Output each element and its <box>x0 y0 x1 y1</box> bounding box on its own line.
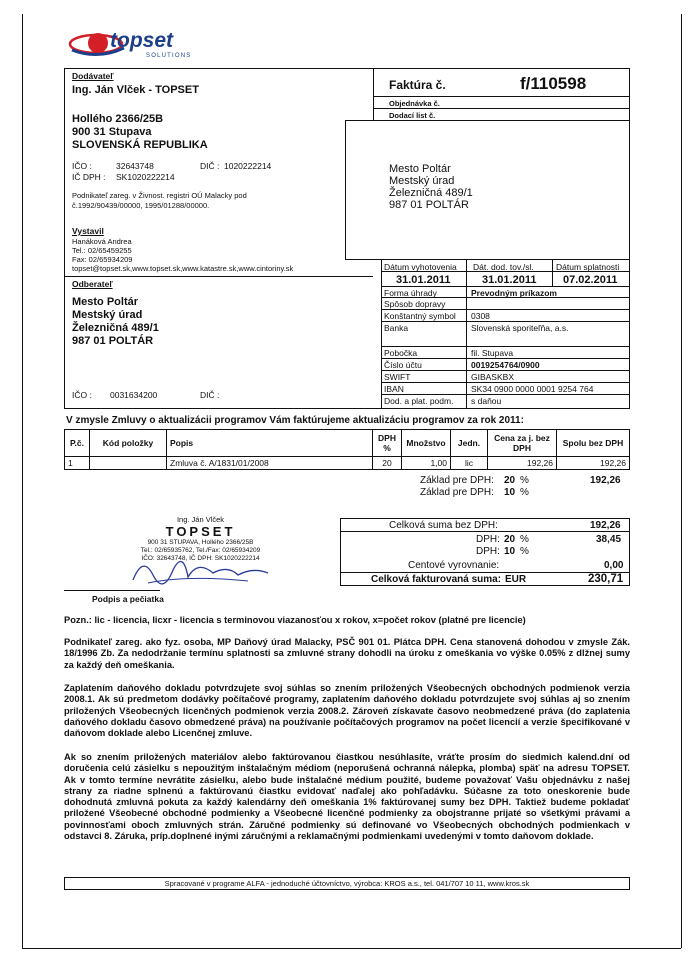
stamp-line-3: 900 31 STUPAVA, Hollého 2366/25B <box>147 539 254 546</box>
col-vat: DPH % <box>373 430 402 457</box>
swift-label: SWIFT <box>384 372 411 382</box>
col-pc: P.č. <box>65 430 90 457</box>
summary-vat10-pct: % <box>520 546 529 557</box>
row-total: 192,26 <box>557 457 630 470</box>
stamp-brand: TOPSET <box>165 524 236 539</box>
supplier-icdph: SK1020222214 <box>116 172 175 182</box>
iban-code: SK34 0900 0000 0001 9254 764 <box>471 384 594 394</box>
account-line <box>381 370 630 371</box>
branch-line <box>381 358 630 359</box>
due-date-label: Dátum splatnosti <box>556 262 620 272</box>
col-price: Cena za j. bez DPH <box>488 430 557 457</box>
vat-base-20-pct: % <box>520 475 529 486</box>
supplier-registry-2: č.1992/90439/00000, 1995/01288/00000. <box>72 201 210 210</box>
note-registration: Podnikateľ zareg. ako fyz. osoba, MP Daňový úrad Malacky, PSČ 901 01. Plátca DPH. Cena stanovená dohodou v zmysle Zák. 18/1996 Zb. Za nedodržanie termínu splatnosti sa zmluvné strany dohodli na úroku z omeškania vo výške 0.05% z dlžnej sumy za každý deň omeškania. <box>64 637 630 670</box>
bank-name: Slovenská sporiteľňa, a.s. <box>471 323 569 333</box>
issuer-divider <box>64 276 373 277</box>
bank-line <box>381 346 630 347</box>
customer-name: Mesto Poltár <box>72 296 139 308</box>
row-pc: 1 <box>65 457 90 470</box>
logo-brand: topset <box>110 29 173 52</box>
grid-left-line <box>381 260 382 409</box>
issuer-web: topset@topset.sk,www.topset.sk,www.katastre.sk,www.cintoriny.sk <box>72 264 294 273</box>
customer-line-2: Mestský úrad <box>72 309 143 321</box>
issuer-name: Hanáková Andrea <box>72 237 132 246</box>
note-conditions: Zaplatením daňového dokladu potvrdzujete svoj súhlas so znením priložených Všeobecných obchodných podmienok verzia 2008.1. Ak sú predmetom dodávky počítačové programy, zaplatením daňového dokladu potvrdzujete svoj súhlas aj so znením priložených Všeobecných licenčných podmienok verzia 2008.2. Zároveň získavate časovo neobmedzené práva (do zaplatenia daňového dokladu časovo obmedzené práva) na používanie počítačových programov na počet licencií a verzie špecifikované v daňovom doklade alebo Licenčnej zmluve. <box>64 683 630 739</box>
signature-caption: Podpis a pečiatka <box>92 594 164 604</box>
summary-net-label: Celková suma bez DPH: <box>389 520 498 531</box>
constant-symbol: 0308 <box>471 311 490 321</box>
customer-label: Odberateľ <box>72 279 113 289</box>
vat-base-10-pct: % <box>520 487 529 498</box>
customer-dic-label: DIČ : <box>200 390 220 400</box>
supplier-country: SLOVENSKÁ REPUBLIKA <box>72 139 208 151</box>
stamp-line-4: Tel.: 02/65935762, Tel./Fax: 02/65934209 <box>140 547 261 554</box>
issuer-label: Vystavil <box>72 226 104 236</box>
col-unit: Jedn. <box>451 430 488 457</box>
supplier-street: Hollého 2366/25B <box>72 113 164 125</box>
summary-vat20-label: DPH: <box>476 534 500 545</box>
vat-base-20-amount: 192,26 <box>590 475 621 486</box>
page-border-right <box>681 14 682 948</box>
page-border-left <box>22 14 23 948</box>
customer-line-4: 987 01 POLTÁR <box>72 335 154 347</box>
table-row <box>65 457 630 470</box>
topset-logo <box>68 26 198 66</box>
date-value-line <box>381 286 630 287</box>
col-qty: Množstvo <box>402 430 451 457</box>
supplier-name: Ing. Ján Vlček - TOPSET <box>72 84 199 96</box>
divider-top <box>373 68 374 120</box>
summary-vat10-label: DPH: <box>476 546 500 557</box>
summary-vat20: 38,45 <box>596 534 622 545</box>
supplier-ico-label: IČO : <box>72 161 92 171</box>
customer-ico: 0031634200 <box>110 390 158 400</box>
account-number: 0019254764/0900 <box>471 360 540 370</box>
table-header-row <box>65 430 630 457</box>
supplier-dic-label: DIČ : <box>200 161 220 171</box>
row-code <box>90 457 167 470</box>
recipient-line-3: Železničná 489/1 <box>389 187 473 199</box>
transport-label: Spôsob dopravy <box>384 299 446 309</box>
transport-line <box>381 309 630 310</box>
row-qty: 1,00 <box>402 457 451 470</box>
summary-total-label: Celková fakturovaná suma: <box>371 574 502 585</box>
supplier-label: Dodávateľ <box>72 71 114 81</box>
page-border-bottom <box>22 948 681 949</box>
supplier-dic: 1020222214 <box>224 161 272 171</box>
row-vat: 20 <box>373 457 402 470</box>
issue-date-label: Dátum vyhotovenia <box>384 262 457 272</box>
summary-vat20-rate: 20 <box>504 534 516 545</box>
row-price: 192,26 <box>488 457 557 470</box>
summary-total: 230,71 <box>588 573 624 585</box>
iban-label: IBAN <box>384 384 404 394</box>
note-returns: Ak so znením priložených materiálov alebo faktúrovanou čiastkou nesúhlasíte, vráťte prosím do siedmich kalend.dní od doručenia celú zásielku s nepoužitým inštalačným médiom (neporušená ochranná nálepka, plomba) späť na adresu TOPSET. Ak v tomto termíne nevrátite zásielku, alebo bude inštalačné médium použité, budeme považovať Vašu objednávku z našej strany za riadne splnenú a faktúrovanú čiastku evidovať naďalej ako pohľadávku. Súčasne za toto oneskorenie bude dohodnutá zmluvná pokuta za každý kalendárny deň omeškania 1% faktúrovanej sumy bez DPH. Taktiež budeme pokladať priložené Všeobecné obchodné podmienky a Všeobecné licenčné podmienky za obojstranne prijaté so všetkými právami a povinnosťami oboch zmluvných strán. Záručné podmienky sú definované vo Všeobecných obchodných podmienkach v odstavci 8. Záruka, príp.doplnené inými záručnými a reklamačnými podmienkami uvedenými v tomto daňovom doklade. <box>64 752 630 842</box>
recipient-line-2: Mestský úrad <box>389 175 455 187</box>
row-desc: Zmluva č. A/1831/01/2008 <box>167 457 373 470</box>
payment-form-label: Forma úhrady <box>384 288 437 298</box>
constant-line <box>381 321 630 322</box>
issue-date: 31.01.2011 <box>396 274 451 286</box>
vat-base-10-label: Základ pre DPH: <box>420 487 494 498</box>
vat-base-10-rate: 10 <box>504 487 516 498</box>
summary-vat20-pct: % <box>520 534 529 545</box>
note-licence: Pozn.: lic - licencia, licxr - licencia s terminovou viazanosťou x rokov, x=počet rokov (platné pre licencie) <box>64 615 526 625</box>
summary-vat10-rate: 10 <box>504 546 516 557</box>
iban-line <box>381 394 630 395</box>
terms-label: Dod. a plat. podm. <box>384 396 454 406</box>
vat-base-20-label: Základ pre DPH: <box>420 475 494 486</box>
supplier-city: 900 31 Stupava <box>72 126 152 138</box>
summary-rounding: 0,00 <box>604 560 624 571</box>
recipient-box <box>345 120 630 260</box>
recipient-line-4: 987 01 POLTÁR <box>389 199 469 211</box>
due-date: 07.02.2011 <box>563 274 618 286</box>
stamp-line-5: IČO: 32643748, IČ DPH: SK1020222214 <box>141 555 260 562</box>
branch-label: Pobočka <box>384 348 418 358</box>
tax-date: 31.01.2011 <box>482 274 537 286</box>
company-stamp <box>118 515 283 587</box>
grid-mid-line <box>466 260 467 409</box>
issuer-fax: Fax: 02/65934209 <box>72 255 133 264</box>
supplier-registry-1: Podnikateľ zareg. v Živnost. registri OÚ Malacky pod <box>72 191 247 200</box>
items-table <box>64 429 630 470</box>
customer-ico-label: IČO : <box>72 390 92 400</box>
supplier-icdph-label: IČ DPH : <box>72 172 106 182</box>
vat-base-20-rate: 20 <box>504 475 516 486</box>
footer-text: Spracované v programe ALFA - jednoduché účtovníctvo, výrobca: KROS a.s., tel. 041/707 10 11, www.kros.sk <box>164 879 530 888</box>
col-code: Kód položky <box>90 430 167 457</box>
delivery-label: Dodací list č. <box>389 111 436 120</box>
swift-code: GIBASKBX <box>471 372 514 382</box>
recipient-line-1: Mesto Poltár <box>389 163 451 175</box>
payment-form: Prevodným príkazom <box>471 288 557 298</box>
supplier-ico: 32643748 <box>116 161 154 171</box>
bank-label: Banka <box>384 323 409 333</box>
invoice-number: f/110598 <box>520 74 587 93</box>
constant-symbol-label: Konštantný symbol <box>384 311 456 321</box>
terms-value: s daňou <box>471 396 502 406</box>
summary-currency: EUR <box>505 574 527 585</box>
signature-icon <box>128 545 278 587</box>
signature-line <box>64 590 160 591</box>
invoice-number-underline <box>373 96 630 97</box>
swift-line <box>381 382 630 383</box>
summary-rounding-label: Centové vyrovnanie: <box>408 560 500 571</box>
grid-date-line <box>552 260 553 286</box>
customer-line-3: Železničná 489/1 <box>72 322 159 334</box>
intro-text: V zmysle Zmluvy o aktualizácii programov Vám faktúrujeme aktualizáciu programov za rok 2011: <box>66 415 524 426</box>
order-underline <box>373 108 630 109</box>
tax-date-label: Dát. dod. tov./sl. <box>473 262 534 272</box>
branch-name: fil. Stupava <box>471 348 514 358</box>
account-label: Číslo účtu <box>384 360 422 370</box>
summary-total-line <box>340 572 630 573</box>
invoice-label: Faktúra č. <box>389 78 446 92</box>
col-desc: Popis <box>167 430 373 457</box>
stamp-line-1: Ing. Ján Vlček <box>176 515 225 524</box>
row-unit: lic <box>451 457 488 470</box>
col-total: Spolu bez DPH <box>557 430 630 457</box>
issuer-tel: Tel.: 02/65459255 <box>72 246 132 255</box>
order-label: Objednávka č. <box>389 99 440 108</box>
logo-sub: SOLUTIONS <box>146 53 192 59</box>
summary-net: 192,26 <box>590 520 621 531</box>
